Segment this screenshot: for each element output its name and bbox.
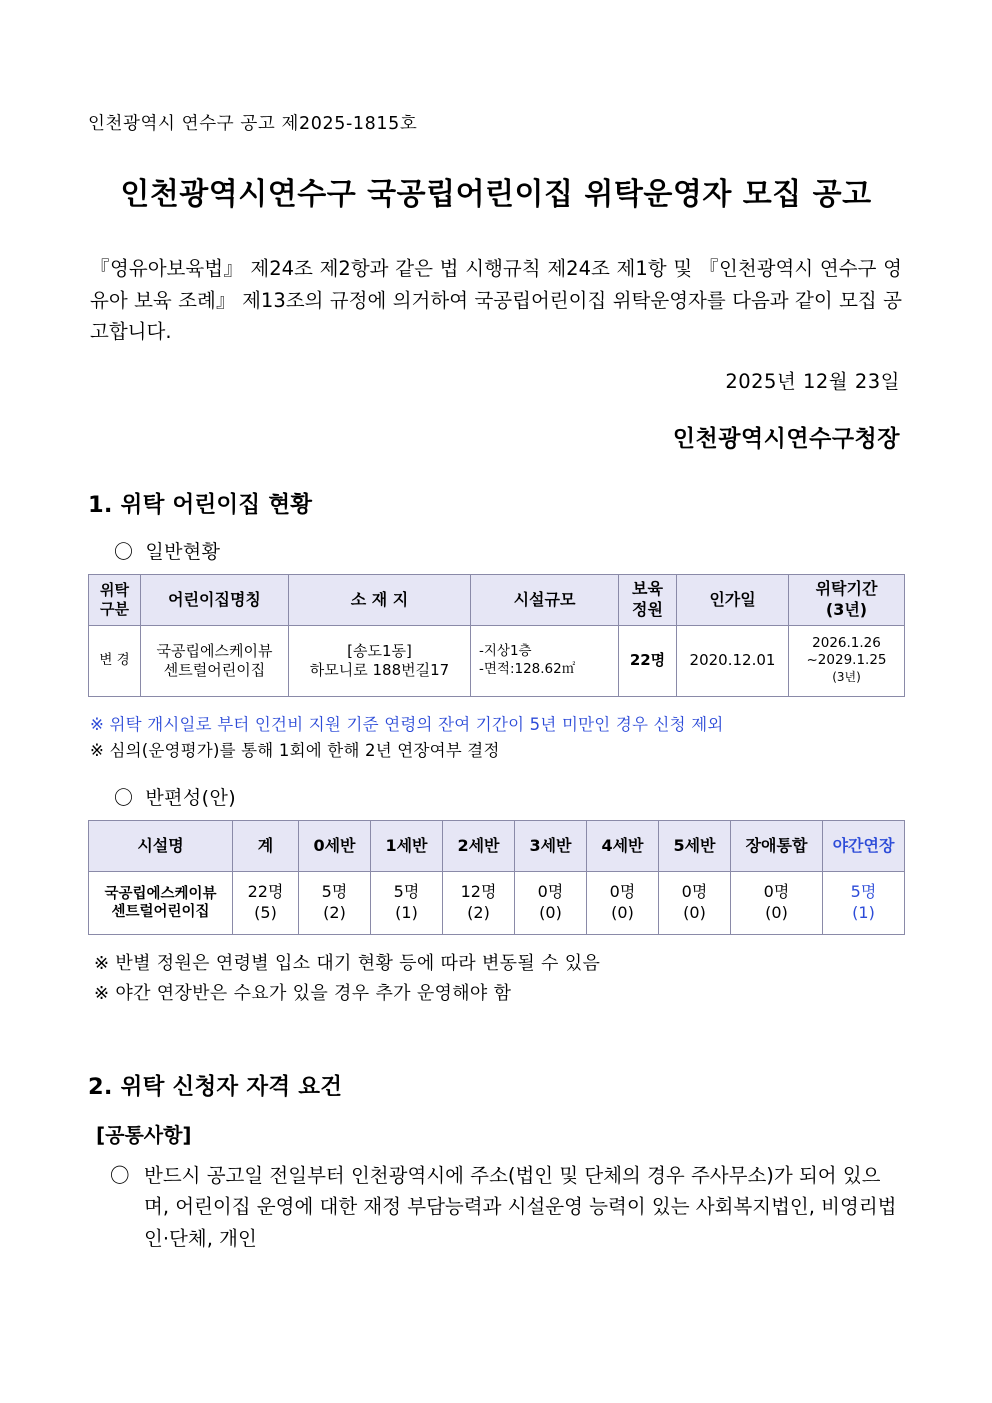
cell-approval-date: 2020.12.01 [677,625,789,696]
col-age2: 2세반 [443,820,515,871]
class-composition-table [88,820,905,935]
subsection-class-plan-label: 반편성(안) [145,786,237,809]
note-4: ※ 야간 연장반은 수요가 있을 경우 추가 운영해야 함 [94,982,512,1004]
col-age1: 1세반 [371,820,443,871]
spacer [88,1009,904,1043]
col-capacity: 보육 정원 [619,574,677,625]
col-age4: 4세반 [587,820,659,871]
circle-bullet-icon: 〇 [110,1163,130,1187]
cell-total: 22명 (5) [233,871,299,934]
cell-night-extended: 5명 (1) [823,871,905,934]
col-age3: 3세반 [515,820,587,871]
section-2-item-text: 반드시 공고일 전일부터 인천광역시에 주소(법인 및 단체의 경우 주사무소)가 되어 있으며, 어린이집 운영에 대한 재정 부담능력과 시설운영 능력이 있는 사회복지법인, 비영리법인·단체, 개인 [144,1163,897,1250]
cell-address: [송도1동] 하모니로 188번길17 [289,625,471,696]
col-facility-name: 어린이집명칭 [141,574,289,625]
cell-age1: 5명 (1) [371,871,443,934]
col-scale: 시설규모 [471,574,619,625]
section-1-heading: 1. 위탁 어린이집 현황 [88,491,313,518]
cell-entrust-type: 변 경 [89,625,141,696]
subsection-class-plan [114,783,904,810]
table-header-row [89,820,905,871]
subsection-general-status-label: 일반현황 [145,540,221,563]
section-2-subheading: [공통사항] [96,1122,192,1147]
col-night-extended: 야간연장 [823,820,905,871]
table-row [89,871,905,934]
table-row [89,625,905,696]
note-1: ※ 위탁 개시일로 부터 인건비 지원 기준 연령의 잔여 기간이 5년 미만인 경우 신청 제외 [90,714,724,734]
circle-bullet-icon: 〇 [114,786,134,809]
note-3: ※ 반별 정원은 연령별 입소 대기 현황 등에 따라 변동될 수 있음 [94,952,601,974]
cell-entrust-period: 2026.1.26 ~2029.1.25 (3년) [789,625,905,696]
cell-capacity: 22명 [619,625,677,696]
cell-age0: 5명 (2) [299,871,371,934]
col-address: 소 재 지 [289,574,471,625]
cell-disability-integration: 0명 (0) [731,871,823,934]
cell-age3: 0명 (0) [515,871,587,934]
section-2-item [110,1160,904,1255]
cell-facility-name: 국공립에스케이뷰 센트럴어린이집 [89,871,233,934]
document-number: 인천광역시 연수구 공고 제2025-1815호 [88,114,418,134]
cell-age2: 12명 (2) [443,871,515,934]
col-facility-name: 시설명 [89,820,233,871]
facility-status-table [88,574,905,697]
col-approval-date: 인가일 [677,574,789,625]
col-age5: 5세반 [659,820,731,871]
cell-scale: -지상1층 -면적:128.62㎡ [471,625,619,696]
col-total: 계 [233,820,299,871]
cell-facility-name: 국공립에스케이뷰 센트럴어린이집 [141,625,289,696]
section-2-heading: 2. 위탁 신청자 자격 요건 [88,1073,343,1100]
cell-age4: 0명 (0) [587,871,659,934]
intro-paragraph: 『영유아보육법』 제24조 제2항과 같은 법 시행규칙 제24조 제1항 및 『인천광역시 연수구 영유아 보육 조례』 제13조의 규정에 의거하여 국공립어린이집 위탁운영자를 다음과 같이 모집 공고합니다. [90,257,902,344]
table-header-row [89,574,905,625]
col-entrust-period: 위탁기간 (3년) [789,574,905,625]
col-disability-integration: 장애통합 [731,820,823,871]
col-entrust-type: 위탁 구분 [89,574,141,625]
page-title: 인천광역시연수구 국공립어린이집 위탁운영자 모집 공고 [120,177,872,212]
note-2: ※ 심의(운영평가)를 통해 1회에 한해 2년 연장여부 결정 [90,740,500,760]
issuer-name: 인천광역시연수구청장 [672,425,900,452]
publish-date: 2025년 12월 23일 [725,369,900,393]
cell-age5: 0명 (0) [659,871,731,934]
circle-bullet-icon: 〇 [114,540,134,563]
col-age0: 0세반 [299,820,371,871]
subsection-general-status [114,537,904,564]
